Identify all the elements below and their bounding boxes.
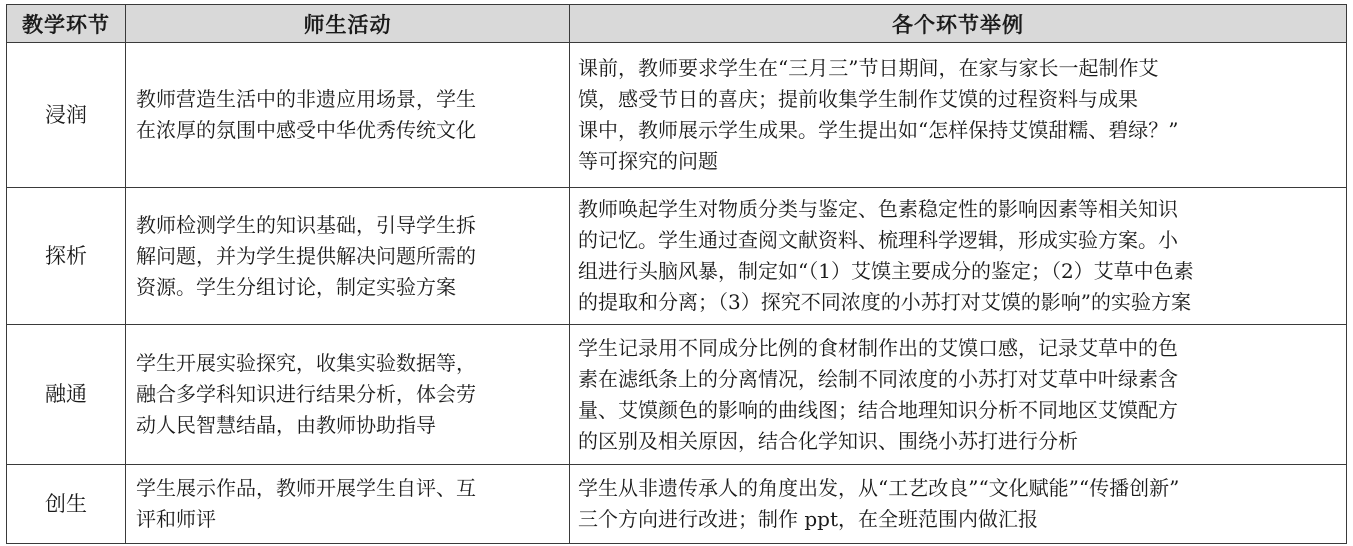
activity-line: 在浓厚的氛围中感受中华优秀传统文化 (136, 118, 476, 142)
table-row (7, 188, 1347, 325)
activity-cell (126, 325, 570, 465)
stage-cell: 融通 (7, 325, 126, 465)
table-row (7, 325, 1347, 465)
activity-cell (126, 43, 570, 188)
example-line: 等可探究的问题 (578, 149, 718, 173)
example-line: 学生从非遗传承人的角度出发，从“工艺改良”“文化赋能”“传播创新” (578, 476, 1180, 500)
stage-cell: 浸润 (7, 43, 126, 188)
activity-line: 学生开展实验探究，收集实验数据等， (136, 351, 476, 375)
teaching-stages-table (6, 4, 1347, 544)
example-line: 的记忆。学生通过查阅文献资料、梳理科学逻辑，形成实验方案。小 (578, 228, 1178, 252)
example-line: 课前，教师要求学生在“三月三”节日期间，在家与家长一起制作艾 (578, 56, 1159, 80)
stage-cell: 创生 (7, 465, 126, 544)
example-line: 量、艾馍颜色的影响的曲线图；结合地理知识分析不同地区艾馍配方 (578, 397, 1178, 422)
example-line: 课中，教师展示学生成果。学生提出如“怎样保持艾馍甜糯、碧绿？” (578, 118, 1179, 142)
table-row (7, 465, 1347, 544)
activity-line: 解问题，并为学生提供解决问题所需的 (136, 243, 476, 268)
activity-line: 学生展示作品，教师开展学生自评、互 (136, 476, 476, 500)
header-example: 各个环节举例 (570, 5, 1347, 43)
activity-line: 教师检测学生的知识基础，引导学生拆 (136, 212, 476, 237)
activity-line: 评和师评 (136, 507, 216, 531)
example-cell (570, 465, 1347, 544)
example-cell (570, 325, 1347, 465)
activity-line: 动人民智慧结晶，由教师协助指导 (136, 413, 436, 437)
header-stage: 教学环节 (7, 5, 126, 43)
example-line: 馍，感受节日的喜庆；提前收集学生制作艾馍的过程资料与成果 (578, 87, 1138, 111)
activity-cell (126, 188, 570, 325)
header-activity: 师生活动 (126, 5, 570, 43)
example-line: 的区别及相关原因，结合化学知识、围绕小苏打进行分析 (578, 428, 1078, 453)
activity-line: 资源。学生分组讨论，制定实验方案 (136, 274, 456, 299)
stage-cell: 探析 (7, 188, 126, 325)
example-line: 三个方向进行改进；制作 ppt，在全班范围内做汇报 (578, 507, 1038, 531)
activity-cell (126, 465, 570, 544)
example-line: 素在滤纸条上的分离情况，绘制不同浓度的小苏打对艾草中叶绿素含 (578, 366, 1178, 391)
example-line: 学生记录用不同成分比例的食材制作出的艾馍口感，记录艾草中的色 (578, 335, 1178, 360)
example-line: 教师唤起学生对物质分类与鉴定、色素稳定性的影响因素等相关知识 (578, 197, 1178, 221)
example-cell (570, 188, 1347, 325)
table-row (7, 43, 1347, 188)
example-line: 的提取和分离；（3）探究不同浓度的小苏打对艾馍的影响”的实验方案 (578, 290, 1191, 314)
activity-line: 教师营造生活中的非遗应用场景，学生 (136, 87, 476, 111)
activity-line: 融合多学科知识进行结果分析，体会劳 (136, 382, 476, 406)
table-header-row (7, 5, 1347, 43)
example-line: 组进行头脑风暴，制定如“（1）艾馍主要成分的鉴定；（2）艾草中色素 (578, 259, 1194, 283)
example-cell (570, 43, 1347, 188)
